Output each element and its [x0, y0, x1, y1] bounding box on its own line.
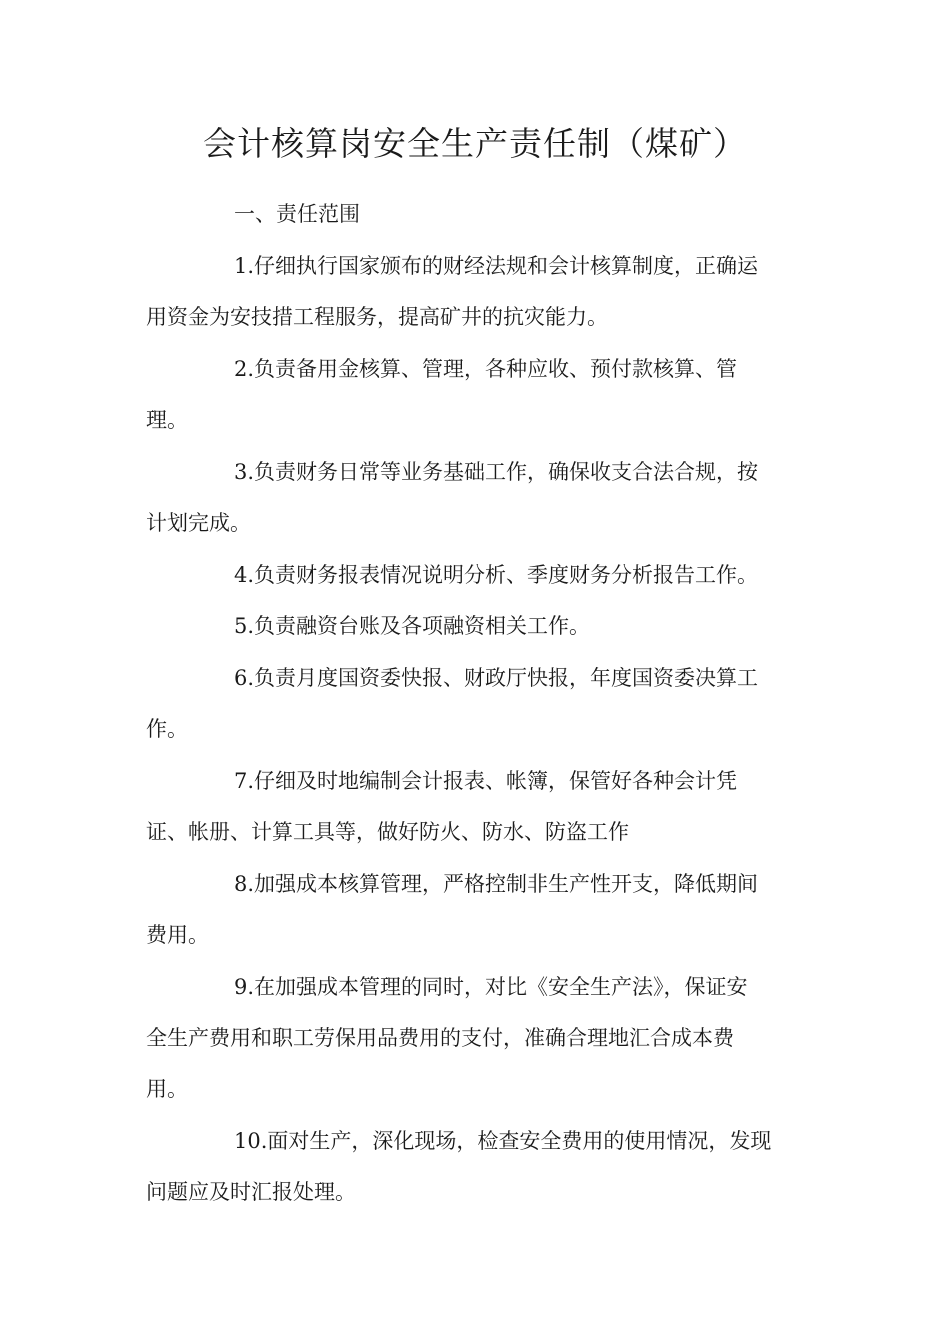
- item-8-line-1: 8.加强成本核算管理，严格控制非生产性开支，降低期间: [234, 872, 759, 896]
- item-7-line-2: 证、帐册、计算工具等，做好防火、防水、防盗工作: [146, 820, 629, 844]
- item-1-line-2: 用资金为安技措工程服务，提高矿井的抗灾能力。: [146, 305, 608, 329]
- item-8-line-2: 费用。: [146, 923, 209, 947]
- item-1-line-1: 1.仔细执行国家颁布的财经法规和会计核算制度，正确运: [234, 254, 759, 278]
- item-6-line-1: 6.负责月度国资委快报、财政厅快报，年度国资委决算工: [234, 666, 759, 690]
- item-10-line-2: 问题应及时汇报处理。: [146, 1180, 356, 1204]
- item-7-line-1: 7.仔细及时地编制会计报表、帐簿，保管好各种会计凭: [234, 769, 738, 793]
- item-6-line-2: 作。: [146, 717, 188, 741]
- item-3-line-2: 计划完成。: [146, 511, 251, 535]
- item-4-line-1: 4.负责财务报表情况说明分析、季度财务分析报告工作。: [234, 563, 759, 587]
- item-9-line-3: 用。: [146, 1077, 188, 1101]
- item-9-line-1: 9.在加强成本管理的同时，对比《安全生产法》，保证安: [234, 975, 748, 999]
- document-title: 会计核算岗安全生产责任制（煤矿）: [203, 124, 747, 163]
- item-2-line-2: 理。: [146, 408, 188, 432]
- item-10-line-1: 10.面对生产，深化现场，检查安全费用的使用情况，发现: [234, 1129, 772, 1153]
- item-5-line-1: 5.负责融资台账及各项融资相关工作。: [234, 614, 591, 638]
- item-3-line-1: 3.负责财务日常等业务基础工作，确保收支合法合规，按: [234, 460, 759, 484]
- item-9-line-2: 全生产费用和职工劳保用品费用的支付，准确合理地汇合成本费: [146, 1026, 734, 1050]
- section-heading: 一、责任范围: [234, 202, 360, 226]
- item-2-line-1: 2.负责备用金核算、管理，各种应收、预付款核算、管: [234, 357, 738, 381]
